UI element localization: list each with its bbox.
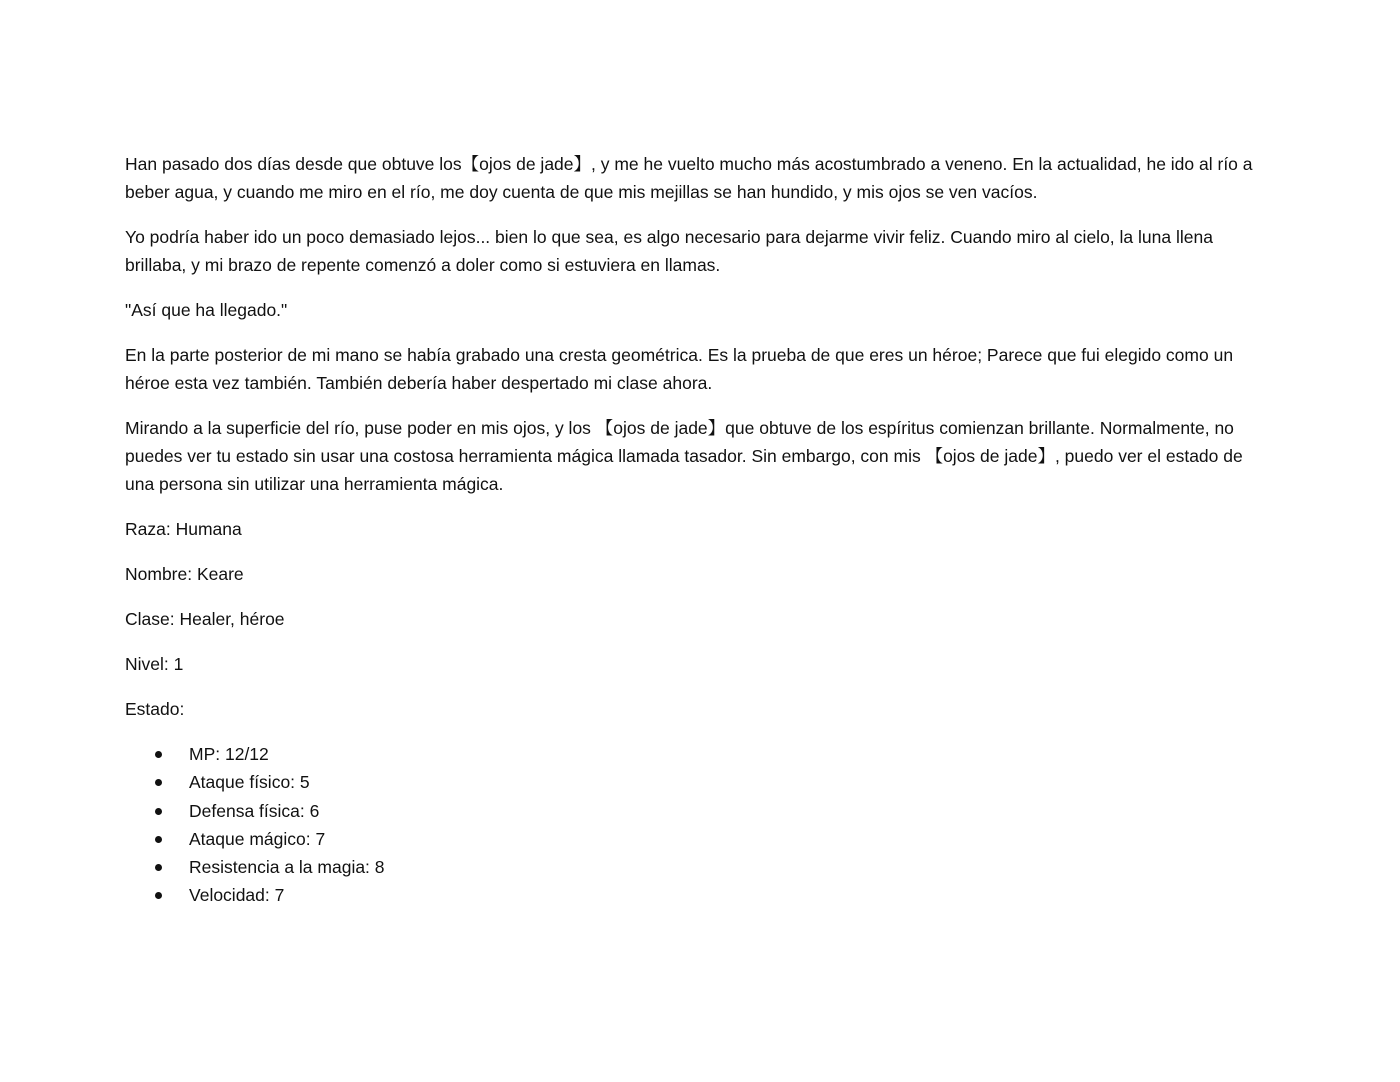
state-label: Estado:: [125, 699, 185, 719]
race-line: Raza: Humana: [125, 519, 242, 539]
stat-text: Ataque físico: 5: [189, 772, 310, 793]
name-line: Nombre: Keare: [125, 564, 244, 584]
class-line: Clase: Healer, héroe: [125, 609, 285, 629]
paragraph-2: Yo podría haber ido un poco demasiado lejos... bien lo que sea, es algo necesario para dejarme vivir feliz. Cuando miro al cielo, la luna llena brillaba, y mi brazo de repente comenzó a doler como si estuviera en llamas.: [125, 227, 1213, 275]
document-page: [125, 150, 1275, 910]
bullet-icon: [155, 751, 162, 758]
paragraph-quote: "Así que ha llegado.": [125, 300, 288, 320]
list-item: [125, 740, 1275, 768]
bullet-icon: [155, 836, 162, 843]
bullet-icon: [155, 779, 162, 786]
stat-text: Defensa física: 6: [189, 800, 320, 821]
bullet-icon: [155, 864, 162, 871]
list-item: [125, 825, 1275, 853]
paragraph-1: Han pasado dos días desde que obtuve los【ojos de jade】, y me he vuelto mucho más acostumbrado a veneno. En la actualidad, he ido al río a beber agua, y cuando me miro en el río, me doy cuenta de que mis mejillas se han hundido, y mis ojos se ven vacíos.: [125, 154, 1253, 202]
list-item: [125, 797, 1275, 825]
stat-text: Velocidad: 7: [189, 885, 285, 906]
stat-text: Resistencia a la magia: 8: [189, 857, 385, 878]
stats-list: [125, 740, 1275, 910]
level-line: Nivel: 1: [125, 654, 184, 674]
paragraph-4: En la parte posterior de mi mano se había grabado una cresta geométrica. Es la prueba de que eres un héroe; Parece que fui elegido como un héroe esta vez también. También debería haber despertado mi clase ahora.: [125, 345, 1234, 393]
list-item: [125, 881, 1275, 909]
paragraph-5: Mirando a la superficie del río, puse poder en mis ojos, y los 【ojos de jade】que obtuve de los espíritus comienzan brillante. Normalmente, no puedes ver tu estado sin usar una costosa herramienta mágica llamada tasador. Sin embargo, con mis 【ojos de jade】, puedo ver el estado de una persona sin utilizar una herramienta mágica.: [125, 418, 1243, 494]
bullet-icon: [155, 808, 162, 815]
stat-text: Ataque mágico: 7: [189, 828, 326, 849]
bullet-icon: [155, 892, 162, 899]
list-item: [125, 853, 1275, 881]
list-item: [125, 768, 1275, 796]
stat-text: MP: 12/12: [189, 744, 269, 764]
